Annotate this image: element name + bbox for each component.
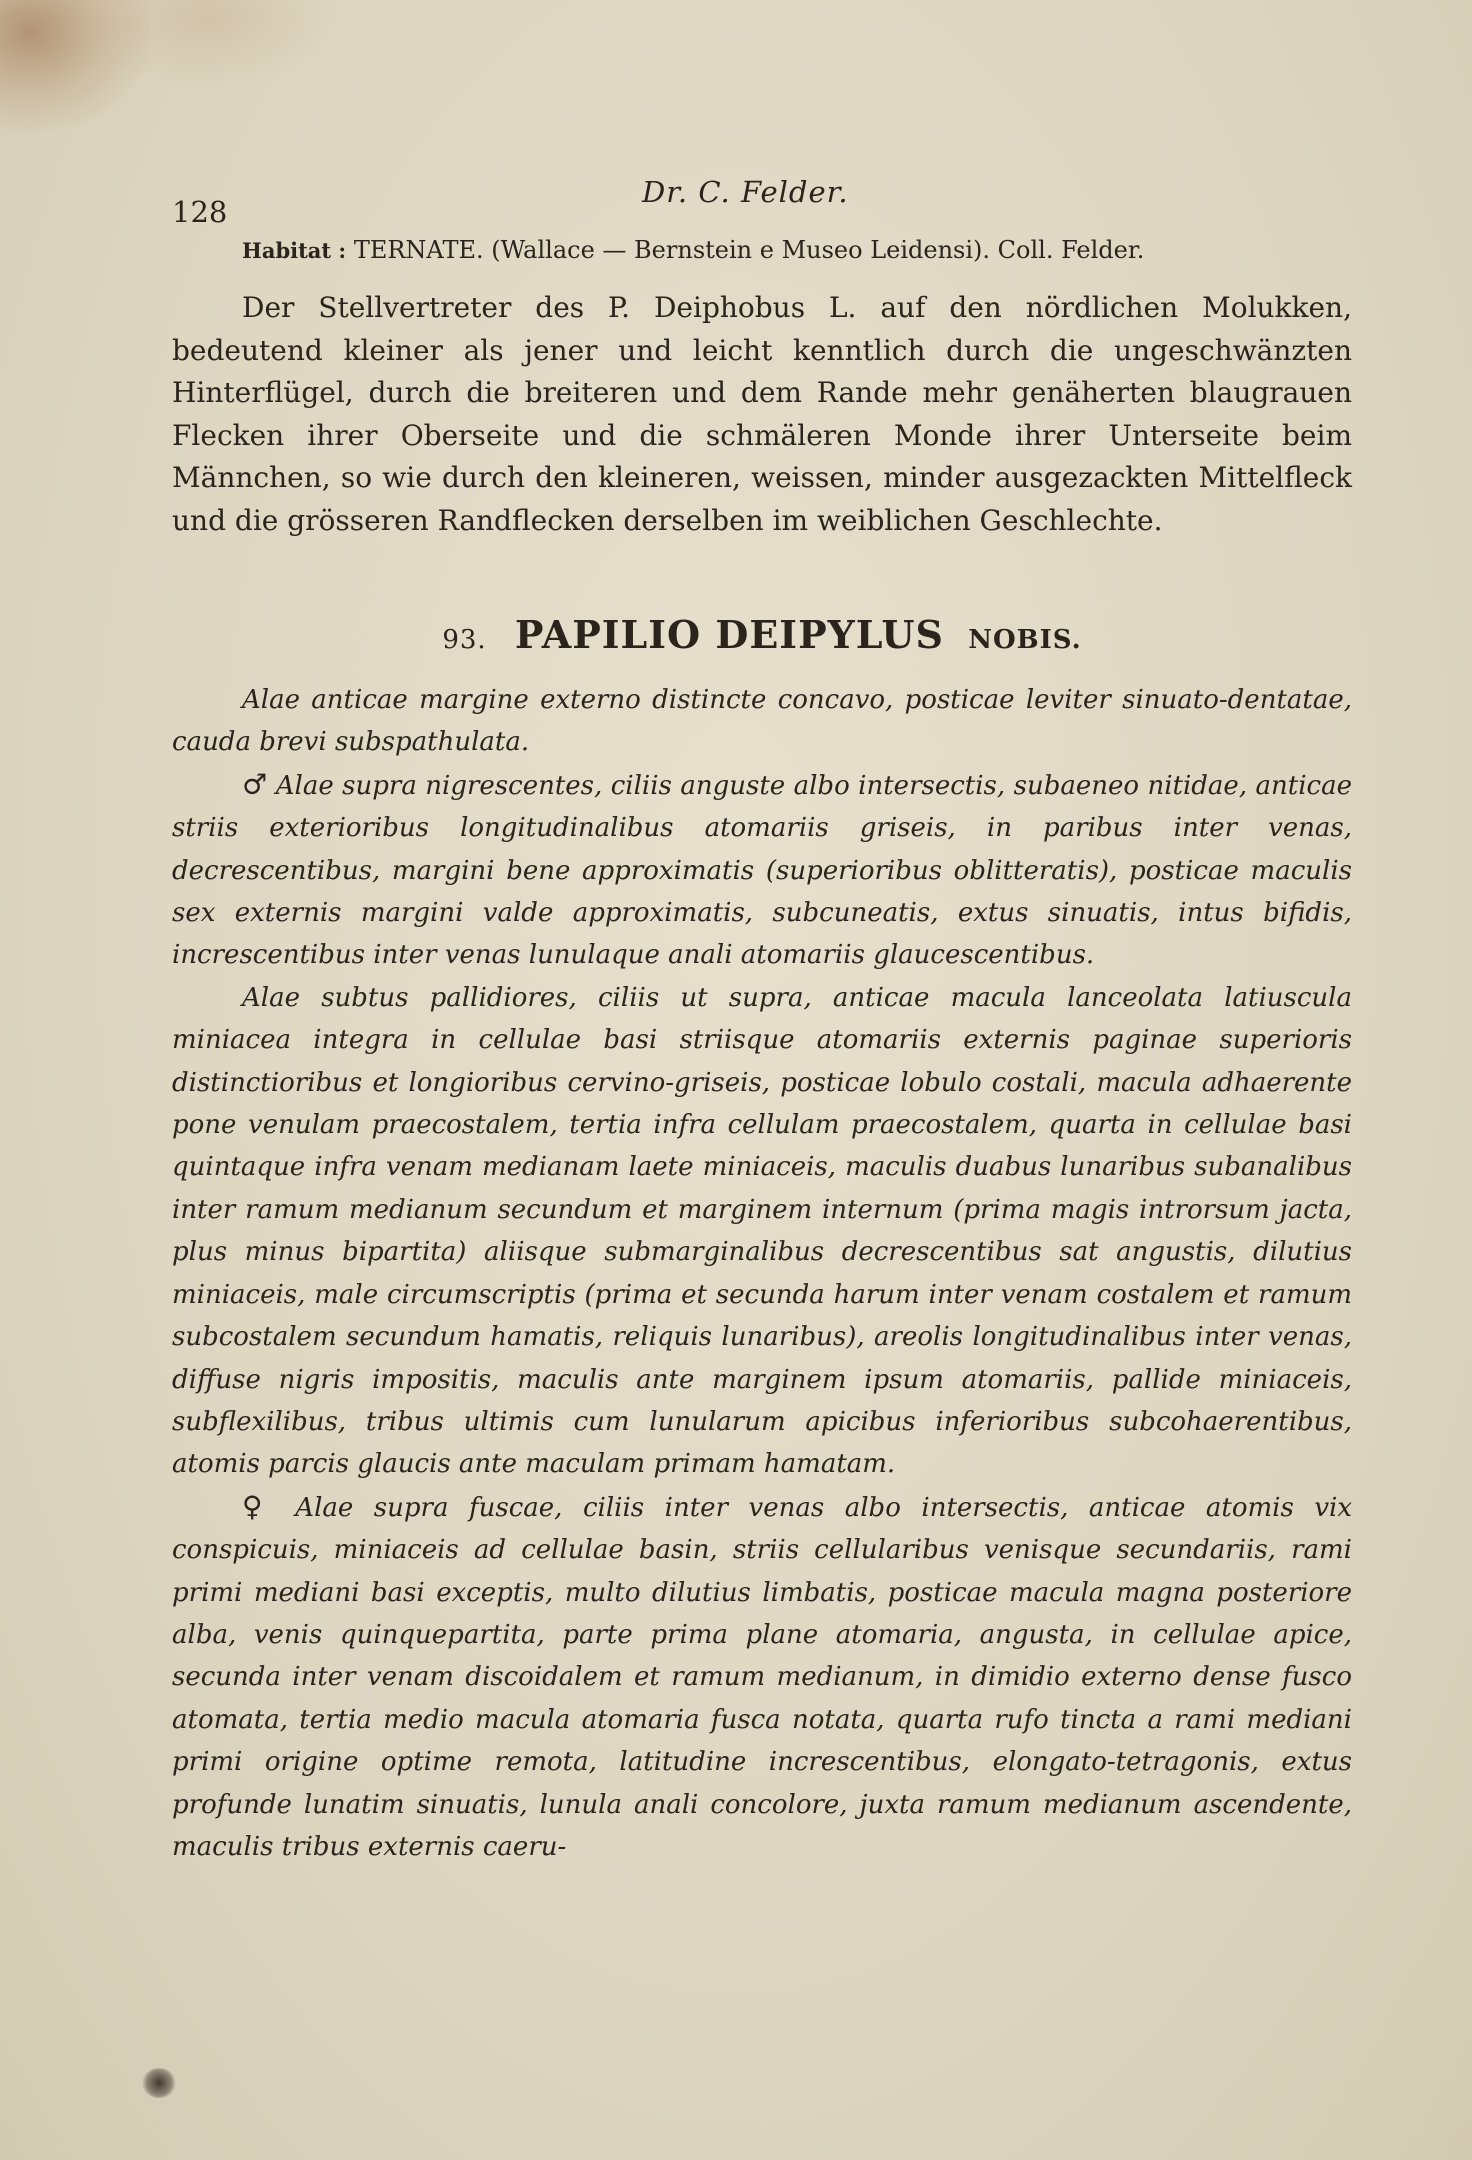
page-number: 128 [172,195,228,229]
male-symbol-icon: ♂ [242,767,268,801]
female-upperside-text: Alae supra fuscae, ciliis inter venas albo intersectis, anticae atomis vix conspicuis, miniaceis ad cellulae basin, striis cellularibus venisque secundariis, rami primi mediani basi exceptis, multo dilutius limbatis, posticae macula magna posteriore alba, venis quinquepartita, parte prima plane atomaria, angusta, in cellulae apice, secunda inter venam discoidalem et ramum medianum, in dimidio externo dense fusco atomata, tertia medio macula atomaria fusca notata, quarta rufo tincta a rami mediani primi origine optime remota, latitudine increscentibus, elongato-tetragonis, extus profunde lunatim sinuatis, lunula anali concolore, juxta ramum medianum ascendente, maculis tribus externis caeru- [172,1492,1353,1862]
diagnosis-paragraph: Alae anticae margine externo distincte concavo, posticae leviter sinuato-dentatae, cauda brevi subspathulata. [172,685,1352,758]
species-heading [172,612,1352,657]
page-header [172,175,1347,229]
foxing-stain-light [80,0,340,90]
ink-spot [142,2068,176,2098]
page-content [172,232,1352,1868]
intro-paragraph: Der Stellvertreter des P. Deiphobus L. auf den nördlichen Molukken, bedeutend kleiner als jener und leicht kenntlich durch die ungeschwänzten Hinterflügel, durch die breiteren und dem Rande mehr genäherten blaugrauen Flecken ihrer Oberseite und die schmäleren Monde ihrer Unterseite beim Männchen, so wie durch den kleineren, weissen, minder ausgezackten Mittelfleck und die grösseren Randflecken derselben im weiblichen Geschlechte. [172,291,1352,537]
male-underside-paragraph: Alae subtus pallidiores, ciliis ut supra, anticae macula lanceolata latiuscula miniacea integra in cellulae basi striisque atomariis externis paginae superioris distinctioribus et longioribus cervino-griseis, posticae lobulo costali, macula adhaerente pone venulam praecostalem, tertia infra cellulam praecostalem, quarta in cellulae basi quintaque infra venam medianam laete miniaceis, maculis duabus lunaribus subanalibus inter ramum medianum secundum et marginem internum (prima magis introrsum jacta, plus minus bipartita) aliisque submarginalibus decrescentibus sat angustis, dilutius miniaceis, male circumscriptis (prima et secunda harum inter venam costalem et ramum subcostalem secundum hamatis, reliquis lunaribus), areolis longitudinalibus inter venas, diffuse nigris impositis, maculis ante marginem ipsum atomariis, pallide miniaceis, subflexilibus, tribus ultimis cum lunularum apicibus inferioribus subcohaerentibus, atomis parcis glaucis ante maculam primam hamatam. [172,982,1352,1480]
species-author: NOBIS. [968,625,1082,655]
running-head: Dr. C. Felder. [642,175,849,209]
habitat-line [242,232,1352,269]
female-symbol-icon: ♀ [242,1489,275,1523]
habitat-text: TERNATE. (Wallace — Bernstein e Museo Leidensi). Coll. Felder. [353,236,1145,264]
male-upperside-text: Alae supra nigrescentes, ciliis anguste albo intersectis, subaeneo nitidae, anticae striis exterioribus longitudinalibus atomariis griseis, in paribus inter venas, decrescentibus, margini bene approximatis (superioribus oblitteratis), posticae maculis sex externis margini valde approximatis, subcuneatis, extus sinuatis, intus bifidis, increscentibus inter venas lunulaque anali atomariis glaucescentibus. [172,770,1352,971]
male-upperside-paragraph [172,764,1352,977]
species-name: PAPILIO DEIPYLUS [514,612,944,657]
species-number: 93. [442,625,487,655]
female-upperside-paragraph [172,1486,1352,1869]
habitat-label: Habitat : [242,238,347,263]
